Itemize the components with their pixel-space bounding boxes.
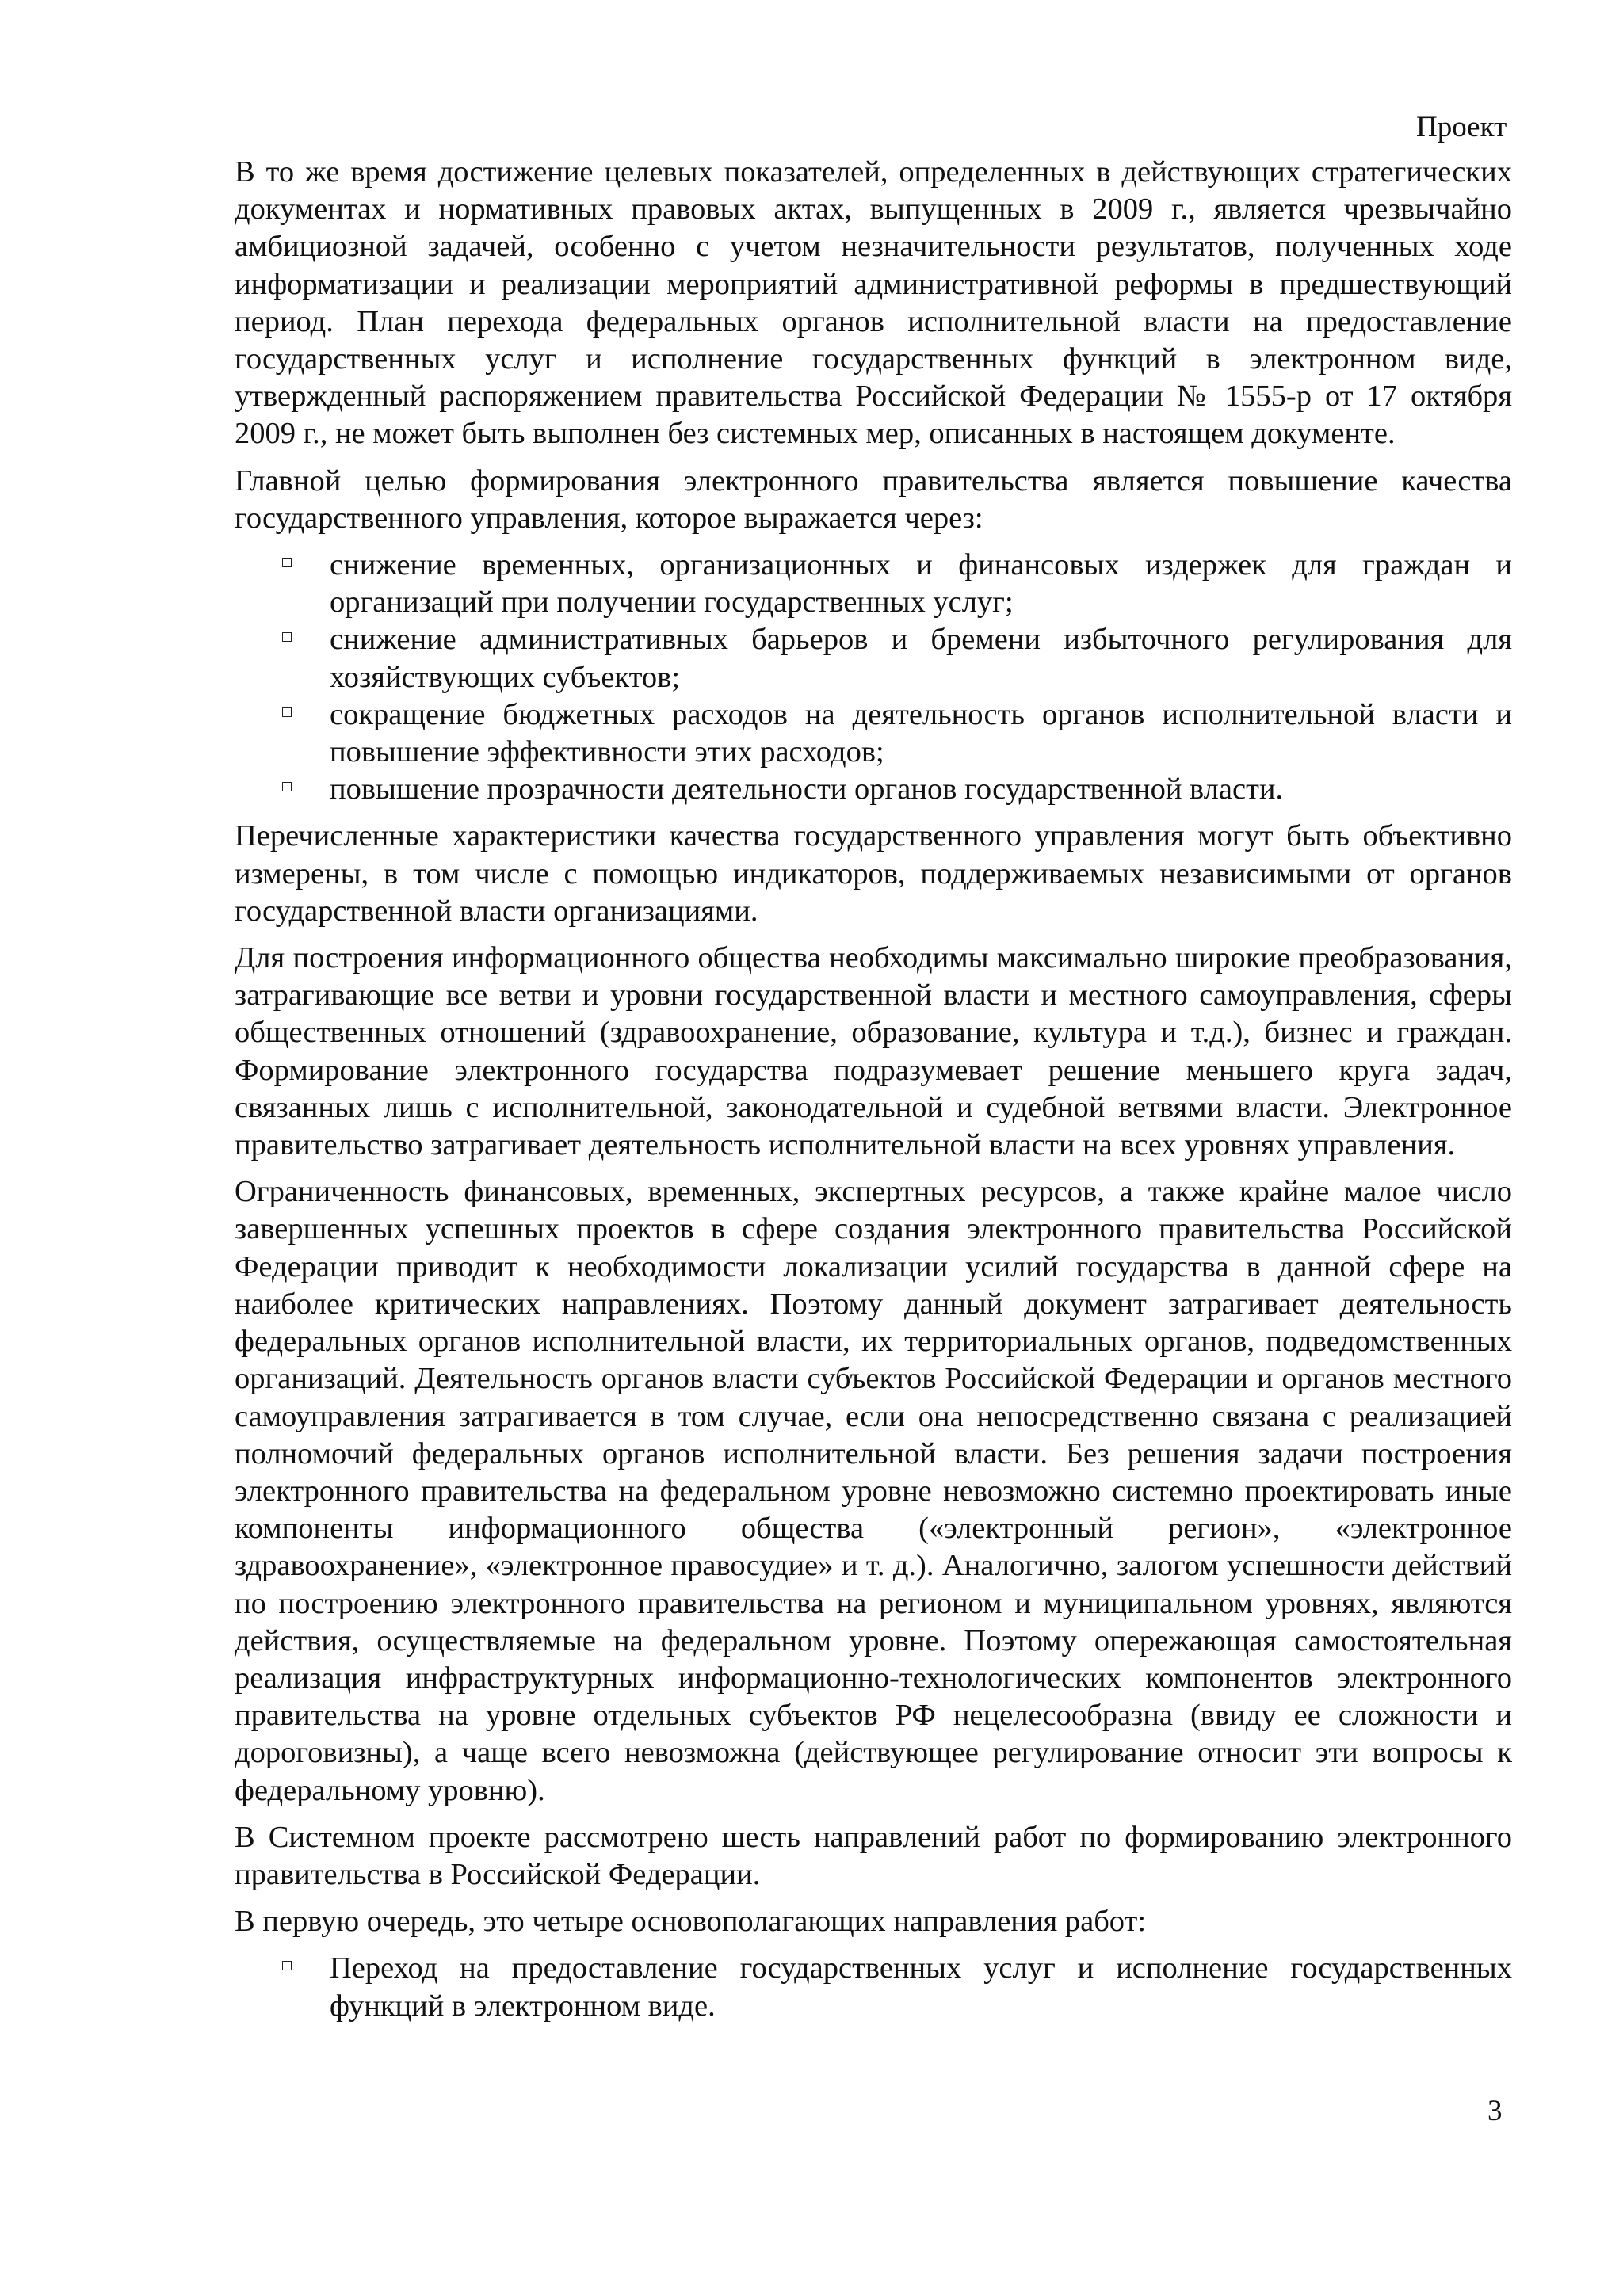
paragraph: Перечисленные характеристики качества государственного управления могут быть объективно измерены, в том числе с помощью индикаторов, поддерживаемых независимыми от органов государственной власти организациями. [235, 819, 1512, 928]
page-number: 3 [1487, 2095, 1503, 2127]
list-item [330, 547, 1512, 621]
square-bullet-icon [282, 558, 292, 567]
square-bullet-icon [282, 1961, 292, 1970]
paragraph: В первую очередь, это четыре основополагающих направления работ: [235, 1905, 1147, 1939]
list-item-text: снижение временных, организационных и финансовых издержек для граждан и организаций при получении государственных услуг; [330, 548, 1512, 620]
list-item [330, 621, 1512, 696]
square-bullet-icon [282, 707, 292, 717]
paragraph: Для построения информационного общества необходимы максимально широкие преобразования, затрагивающие все ветви и уровни государственной власти и местного самоуправления, сферы общественных отношений (здравоохранение, образование, культура и т.д.), бизнес и граждан. Формирование электронного государства подразумевает решение меньшего круга задач, связанных лишь с исполнительной, законодательной и судебной ветвями власти. Электронное правительство затрагивает деятельность исполнительной власти на всех уровнях управления. [235, 941, 1512, 1162]
paragraph: В Системном проекте рассмотрено шесть направлений работ по формированию электронного правительства в Российской Федерации. [235, 1820, 1512, 1891]
document-body [235, 154, 1512, 2035]
bullet-list [235, 1950, 1512, 2024]
list-item [330, 771, 1512, 808]
list-item [330, 696, 1512, 771]
bullet-list [235, 547, 1512, 808]
square-bullet-icon [282, 632, 292, 642]
list-item-text: Переход на предоставление государственных услуг и исполнение государственных функций в электронном виде. [330, 1951, 1512, 2023]
square-bullet-icon [282, 782, 292, 791]
list-item-text: повышение прозрачности деятельности органов государственной власти. [330, 772, 1284, 807]
paragraph: Ограниченность финансовых, временных, экспертных ресурсов, а также крайне малое число завершенных успешных проектов в сфере создания электронного правительства Российской Федерации приводит к необходимости локализации усилий государства в данной сфере на наиболее критических направлениях. Поэтому данный документ затрагивает деятельность федеральных органов исполнительной власти, их территориальных органов, подведомственных организаций. Деятельность органов власти субъектов Российской Федерации и органов местного самоуправления затрагивается в том случае, если она непосредственно связана с реализацией полномочий федеральных органов исполнительной власти. Без решения задачи построения электронного правительства на федеральном уровне невозможно системно проектировать иные компоненты информационного общества («электронный регион», «электронное здравоохранение», «электронное правосудие» и т. д.). Аналогично, залогом успешности действий по построению электронного правительства на регионом и муниципальном уровнях, являются действия, осуществляемые на федеральном уровне. Поэтому опережающая самостоятельная реализация инфраструктурных информационно-технологических компонентов электронного правительства на уровне отдельных субъектов РФ нецелесообразна (ввиду ее сложности и дороговизны), а чаще всего невозможна (действующее регулирование относит эти вопросы к федеральному уровню). [235, 1175, 1512, 1807]
list-item-text: снижение административных барьеров и бремени избыточного регулирования для хозяйствующих субъектов; [330, 623, 1512, 694]
list-item-text: сокращение бюджетных расходов на деятельность органов исполнительной власти и повышение эффективности этих расходов; [330, 697, 1512, 769]
paragraph: В то же время достижение целевых показателей, определенных в действующих стратегических документах и нормативных правовых актах, выпущенных в 2009 г., является чрезвычайно амбициозной задачей, особенно с учетом незначительности результатов, полученных ходе информатизации и реализации мероприятий административной реформы в предшествующий период. План перехода федеральных органов исполнительной власти на предоставление государственных услуг и исполнение государственных функций в электронном виде, утвержденный распоряжением правительства Российской Федерации № 1555-р от 17 октября 2009 г., не может быть выполнен без системных мер, описанных в настоящем документе. [235, 155, 1512, 451]
list-item [330, 1950, 1512, 2024]
draft-label: Проект [1416, 111, 1507, 143]
paragraph: Главной целью формирования электронного правительства является повышение качества государственного управления, которое выражается через: [235, 463, 1512, 535]
